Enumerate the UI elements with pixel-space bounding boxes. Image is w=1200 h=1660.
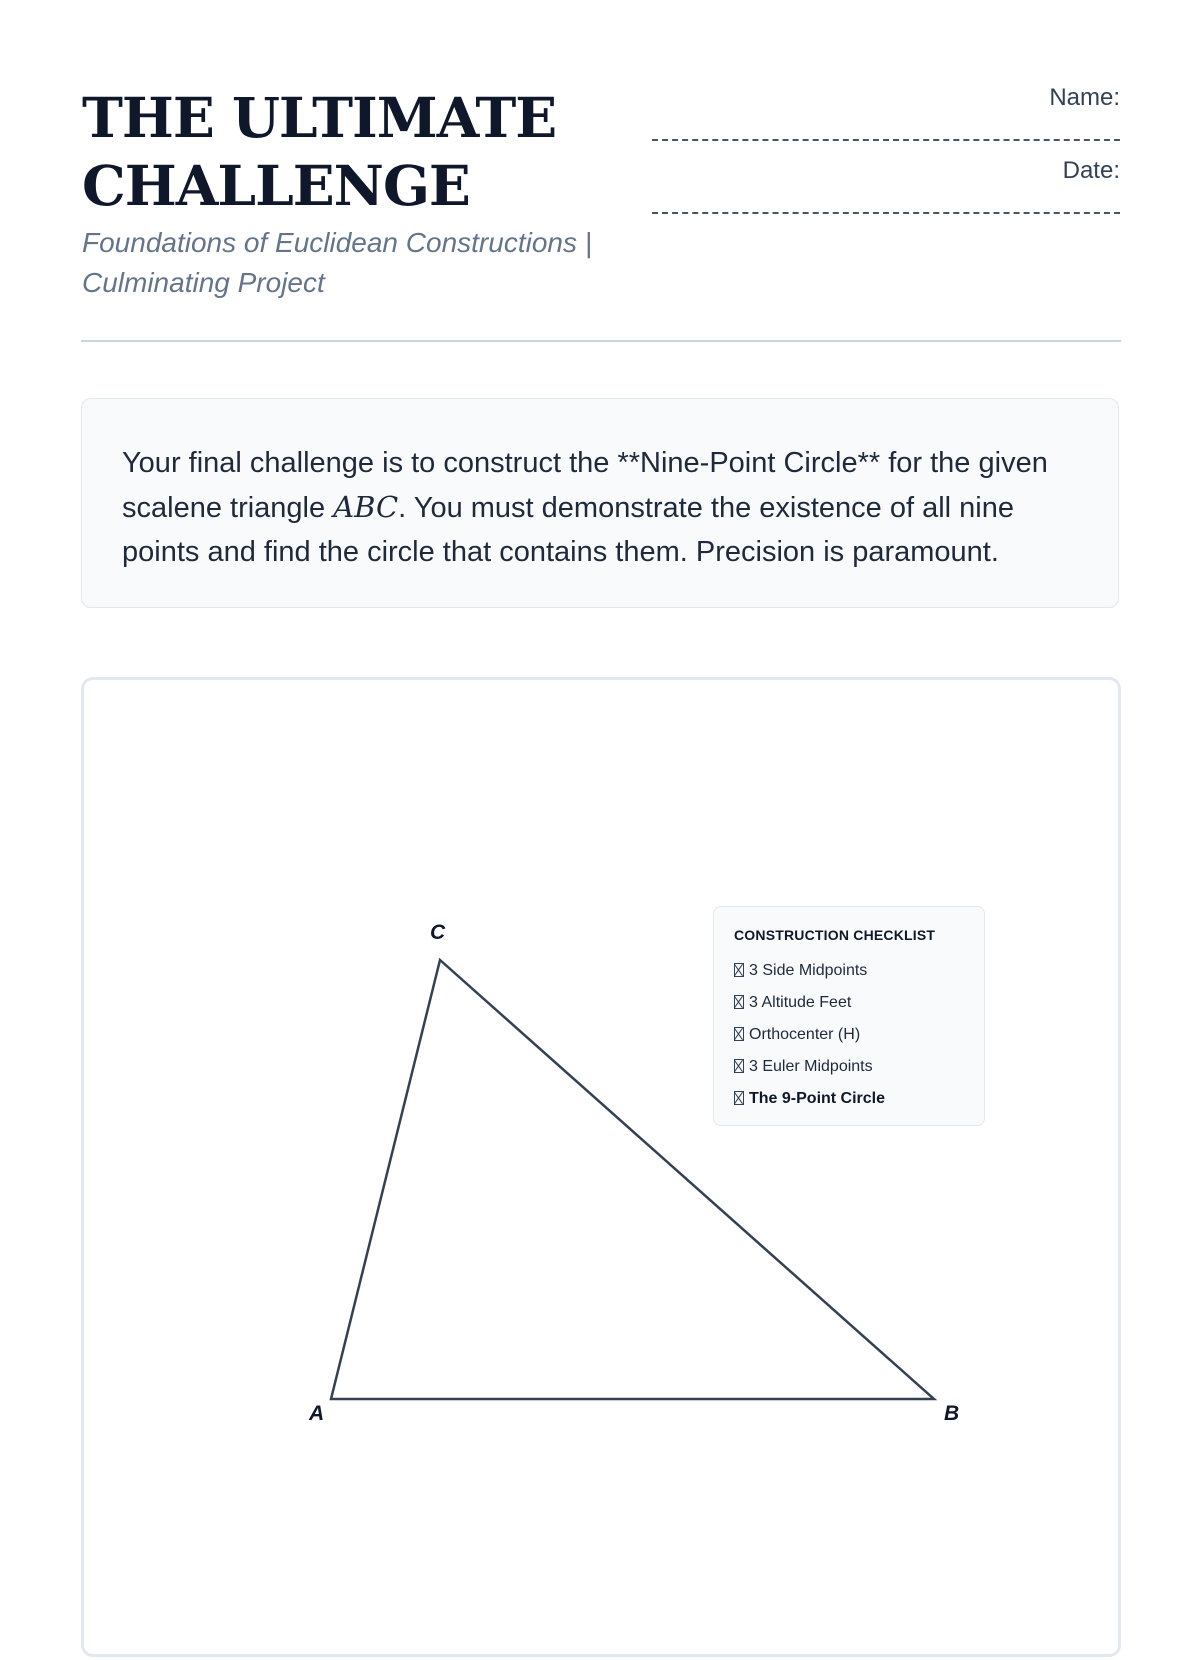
checklist-item[interactable] [734, 987, 964, 1019]
checklist-item-label: 3 Side Midpoints [749, 962, 868, 979]
name-label: Name: [1049, 84, 1120, 111]
title-line-1: THE ULTIMATE [82, 85, 557, 150]
checklist-item-final[interactable] [734, 1083, 964, 1115]
checklist-item-label: Orthocenter (H) [749, 1026, 861, 1043]
vertex-a-label: A [309, 1402, 325, 1425]
instructions-text-end: . You must demonstrate the existence of all nine points and find the circle that contains them. Precision is paramount. [122, 492, 1014, 568]
checkbox-icon[interactable] [734, 995, 744, 1009]
checkbox-icon[interactable] [734, 1027, 744, 1041]
checklist-title: CONSTRUCTION CHECKLIST [734, 927, 936, 943]
triangle-figure [84, 680, 1124, 1660]
checkbox-icon[interactable] [734, 1059, 744, 1073]
checklist-item[interactable] [734, 1051, 964, 1083]
page-title [82, 84, 642, 220]
triangle-math-label: ABC [333, 490, 399, 524]
checklist-item-label: 3 Altitude Feet [749, 994, 852, 1011]
title-line-2: CHALLENGE [82, 153, 470, 218]
checklist-item-label: The 9-Point Circle [749, 1090, 886, 1107]
construction-checklist [713, 906, 985, 1126]
date-field-line[interactable] [652, 212, 1120, 214]
header-divider [81, 340, 1121, 342]
subtitle-line-2: Culminating Project [82, 267, 325, 298]
checkbox-icon[interactable] [734, 963, 744, 977]
vertex-b-label: B [944, 1402, 960, 1425]
checkbox-icon[interactable] [734, 1091, 744, 1105]
date-label: Date: [1062, 157, 1120, 184]
page-subtitle [82, 223, 622, 303]
checklist-item[interactable] [734, 955, 964, 987]
checklist-item-label: 3 Euler Midpoints [749, 1058, 873, 1075]
instructions-box [81, 398, 1119, 608]
checklist-item[interactable] [734, 1019, 964, 1051]
subtitle-line-1: Foundations of Euclidean Constructions | [82, 227, 593, 258]
instructions-text-start: Your final challenge is to construct the **Nine-Point Circle** for the given scalene triangle [122, 447, 1048, 524]
vertex-c-label: C [430, 921, 446, 944]
instructions-text [122, 441, 1078, 574]
name-field-line[interactable] [652, 139, 1120, 141]
construction-board [81, 677, 1121, 1657]
